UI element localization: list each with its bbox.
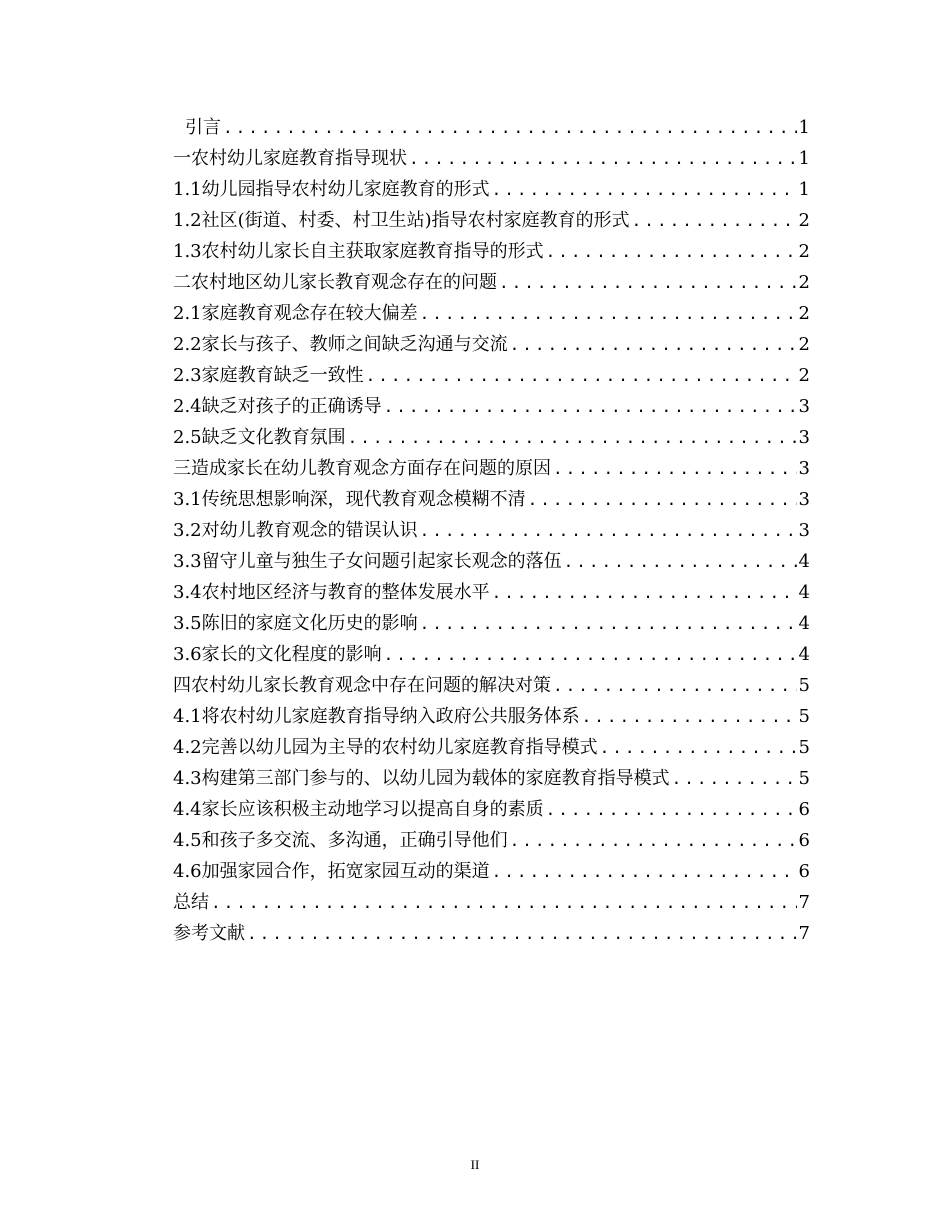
toc-dot-leader (582, 701, 797, 732)
toc-dot-leader (211, 887, 797, 918)
toc-entry[interactable] (173, 546, 810, 577)
toc-entry-page: 5 (798, 768, 810, 789)
toc-entry-title: 4.2完善以幼儿园为主导的农村幼儿家庭教育指导模式 (173, 737, 598, 758)
toc-entry[interactable] (173, 763, 810, 794)
toc-entry[interactable] (173, 391, 810, 422)
toc-entry-page: 2 (798, 303, 810, 324)
toc-entry-page: 3 (798, 520, 810, 541)
toc-entry-title: 3.3留守儿童与独生子女问题引起家长观念的落伍 (173, 551, 562, 572)
toc-entry[interactable] (173, 298, 810, 329)
toc-dot-leader (409, 143, 797, 174)
toc-entry[interactable] (173, 887, 810, 918)
toc-dot-leader (553, 670, 797, 701)
toc-entry-page: 1 (798, 117, 810, 138)
toc-entry[interactable] (173, 422, 810, 453)
toc-entry-title: 4.4家长应该积极主动地学习以提高自身的素质 (173, 799, 544, 820)
toc-dot-leader (492, 174, 797, 205)
toc-dot-leader (546, 794, 797, 825)
toc-entry-title: 四农村幼儿家长教育观念中存在问题的解决对策 (173, 675, 551, 696)
toc-entry[interactable] (173, 484, 810, 515)
toc-dot-leader (420, 298, 797, 329)
toc-dot-leader (366, 360, 797, 391)
toc-entry-page: 2 (798, 241, 810, 262)
toc-entry-title: 3.4农村地区经济与教育的整体发展水平 (173, 582, 490, 603)
toc-entry-page: 1 (798, 179, 810, 200)
toc-entry-page: 5 (798, 675, 810, 696)
toc-entry-page: 3 (798, 458, 810, 479)
toc-entry[interactable] (173, 143, 810, 174)
toc-entry-title: 二农村地区幼儿家长教育观念存在的问题 (173, 272, 497, 293)
toc-entry[interactable] (173, 515, 810, 546)
toc-entry-title: 1.3农村幼儿家长自主获取家庭教育指导的形式 (173, 241, 544, 262)
toc-entry-title: 2.5缺乏文化教育氛围 (173, 427, 346, 448)
toc-entry-title: 2.3家庭教育缺乏一致性 (173, 365, 364, 386)
toc-entry-title: 3.5陈旧的家庭文化历史的影响 (173, 613, 418, 634)
toc-entry[interactable] (173, 329, 810, 360)
toc-dot-leader (632, 205, 797, 236)
toc-entry-page: 7 (798, 892, 810, 913)
page-number: II (470, 1157, 480, 1172)
toc-entry-page: 2 (798, 334, 810, 355)
toc-entry[interactable] (173, 732, 810, 763)
toc-entry-title: 一农村幼儿家庭教育指导现状 (173, 148, 407, 169)
toc-entry-page: 6 (798, 799, 810, 820)
toc-dot-leader (528, 484, 797, 515)
toc-dot-leader (672, 763, 797, 794)
toc-dot-leader (546, 236, 797, 267)
toc-dot-leader (492, 577, 797, 608)
toc-entry-page: 3 (798, 427, 810, 448)
toc-entry[interactable] (173, 236, 810, 267)
toc-dot-leader (247, 918, 797, 949)
toc-entry[interactable] (173, 918, 810, 949)
toc-entry[interactable] (173, 453, 810, 484)
toc-entry-title: 2.1家庭教育观念存在较大偏差 (173, 303, 418, 324)
toc-dot-leader (348, 422, 797, 453)
toc-entry[interactable] (173, 794, 810, 825)
toc-entry-title: 1.2社区(街道、村委、村卫生站)指导农村家庭教育的形式 (173, 210, 630, 231)
toc-dot-leader (492, 856, 797, 887)
toc-entry[interactable] (173, 608, 810, 639)
toc-entry-title: 3.1传统思想影响深，现代教育观念模糊不清 (173, 489, 526, 510)
toc-entry[interactable] (173, 639, 810, 670)
toc-entry-page: 6 (798, 861, 810, 882)
toc-entry-page: 6 (798, 830, 810, 851)
toc-dot-leader (553, 453, 797, 484)
toc-entry-title: 4.1将农村幼儿家庭教育指导纳入政府公共服务体系 (173, 706, 580, 727)
toc-entry-title: 三造成家长在幼儿教育观念方面存在问题的原因 (173, 458, 551, 479)
toc-entry-page: 4 (798, 613, 810, 634)
toc-entry-title: 2.4缺乏对孩子的正确诱导 (173, 396, 382, 417)
toc-entry-title: 4.6加强家园合作，拓宽家园互动的渠道 (173, 861, 490, 882)
toc-entry-page: 3 (798, 489, 810, 510)
toc-entry-page: 4 (798, 644, 810, 665)
toc-entry-page: 5 (798, 706, 810, 727)
toc-dot-leader (564, 546, 797, 577)
toc-entry[interactable] (173, 825, 810, 856)
toc-entry[interactable] (173, 205, 810, 236)
toc-dot-leader (384, 639, 797, 670)
toc-dot-leader (510, 825, 797, 856)
toc-dot-leader (420, 515, 797, 546)
toc-dot-leader (420, 608, 797, 639)
toc-entry-page: 2 (798, 210, 810, 231)
toc-entry[interactable] (173, 267, 810, 298)
toc-entry[interactable] (173, 112, 810, 143)
table-of-contents (173, 112, 810, 949)
toc-entry-page: 2 (798, 272, 810, 293)
toc-entry-title: 总结 (173, 892, 209, 913)
toc-entry-title: 1.1幼儿园指导农村幼儿家庭教育的形式 (173, 179, 490, 200)
toc-entry-page: 4 (798, 582, 810, 603)
toc-entry-page: 7 (798, 923, 810, 944)
toc-entry[interactable] (173, 360, 810, 391)
toc-entry-page: 2 (798, 365, 810, 386)
toc-entry-page: 1 (798, 148, 810, 169)
toc-entry[interactable] (173, 174, 810, 205)
toc-entry-title: 引言 (185, 117, 221, 138)
toc-entry[interactable] (173, 577, 810, 608)
toc-entry-title: 3.2对幼儿教育观念的错误认识 (173, 520, 418, 541)
toc-entry-title: 3.6家长的文化程度的影响 (173, 644, 382, 665)
toc-dot-leader (223, 112, 797, 143)
toc-dot-leader (510, 329, 797, 360)
toc-entry-page: 5 (798, 737, 810, 758)
toc-dot-leader (384, 391, 797, 422)
toc-dot-leader (499, 267, 797, 298)
toc-entry-title: 参考文献 (173, 923, 245, 944)
toc-entry-page: 4 (798, 551, 810, 572)
toc-entry-page: 3 (798, 396, 810, 417)
toc-entry[interactable] (173, 856, 810, 887)
toc-entry-title: 4.5和孩子多交流、多沟通，正确引导他们 (173, 830, 508, 851)
toc-entry-title: 4.3构建第三部门参与的、以幼儿园为载体的家庭教育指导模式 (173, 768, 670, 789)
toc-entry[interactable] (173, 670, 810, 701)
toc-entry-title: 2.2家长与孩子、教师之间缺乏沟通与交流 (173, 334, 508, 355)
toc-dot-leader (600, 732, 797, 763)
toc-entry[interactable] (173, 701, 810, 732)
